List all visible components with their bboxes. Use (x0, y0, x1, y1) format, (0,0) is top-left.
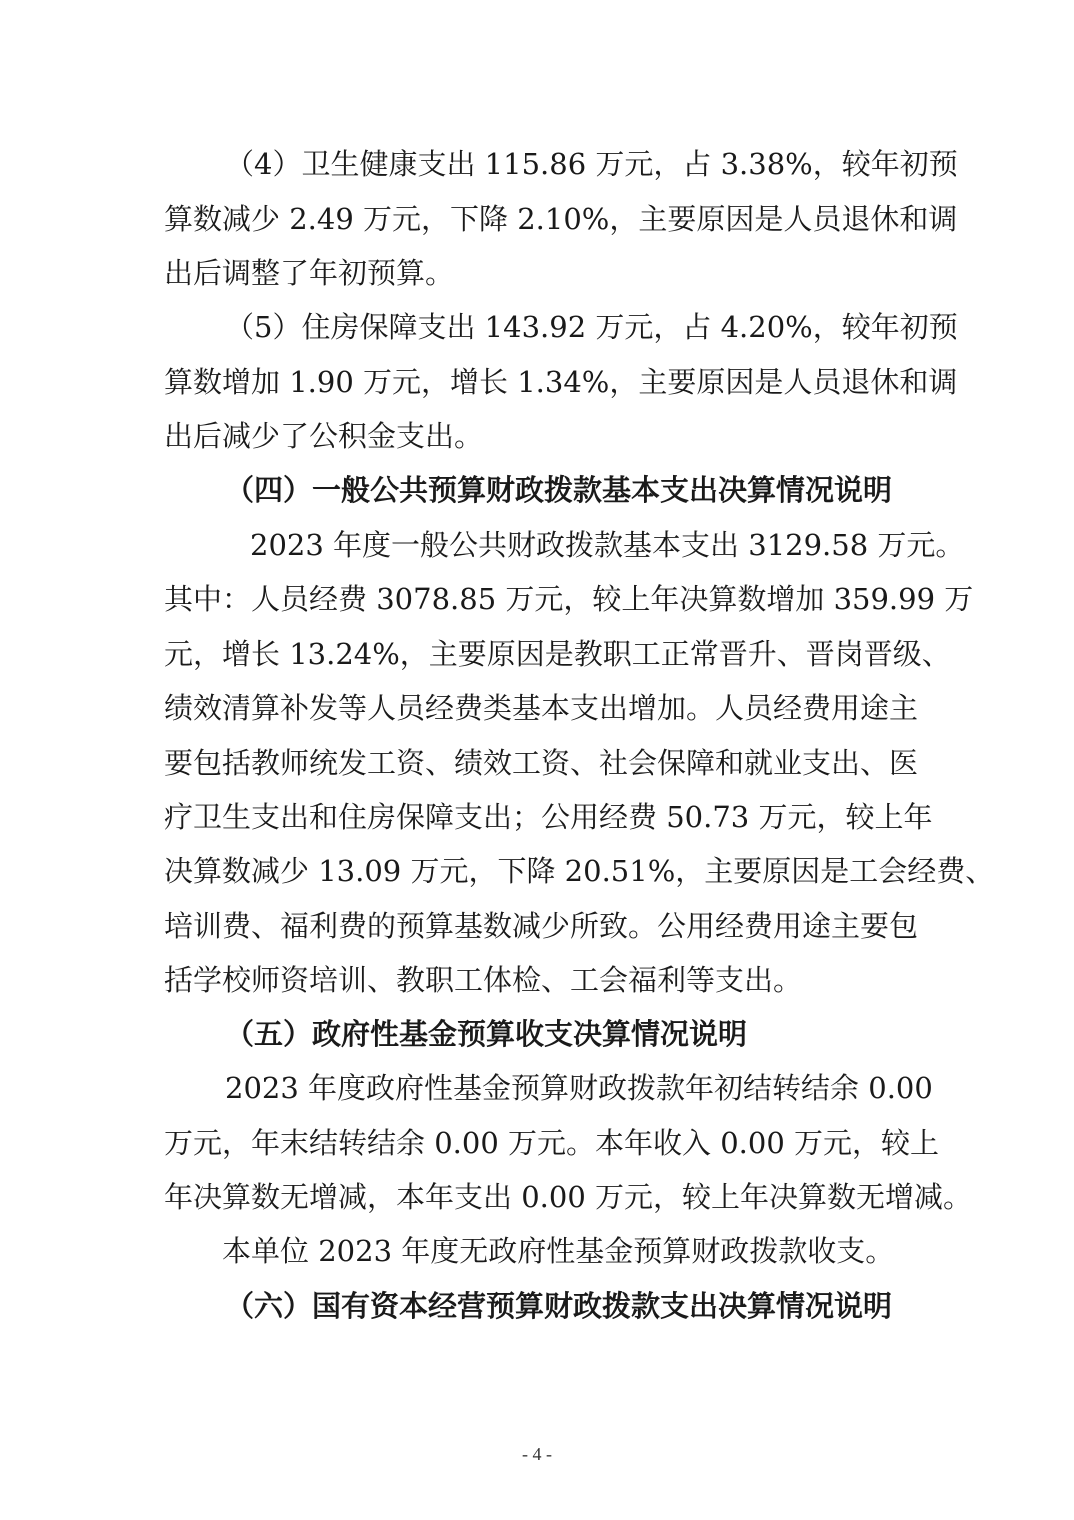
para-basic-line-7: 决算数减少 13.09 万元，下降 20.51%，主要原因是工会经费、 (164, 854, 995, 888)
para-basic-line-3: 元，增长 13.24%，主要原因是教职工正常晋升、晋岗晋级、 (164, 637, 951, 671)
para-fund-line-4: 本单位 2023 年度无政府性基金预算财政拨款收支。 (222, 1234, 895, 1268)
para-basic-line-5: 要包括教师统发工资、绩效工资、社会保障和就业支出、医 (164, 746, 919, 780)
section-heading-5: （五）政府性基金预算收支决算情况说明 (225, 1017, 748, 1051)
para-housing-line-3: 出后减少了公积金支出。 (164, 419, 484, 453)
para-housing-line-1: （5）住房保障支出 143.92 万元，占 4.20%，较年初预 (225, 310, 958, 344)
para-fund-line-2: 万元，年末结转结余 0.00 万元。本年收入 0.00 万元，较上 (164, 1126, 940, 1160)
para-basic-line-1: 2023 年度一般公共财政拨款基本支出 3129.58 万元。 (250, 528, 965, 562)
para-basic-line-6: 疗卫生支出和住房保障支出；公用经费 50.73 万元，较上年 (164, 800, 933, 834)
para-basic-line-2: 其中：人员经费 3078.85 万元，较上年决算数增加 359.99 万 (164, 582, 974, 616)
page-number: - 4 - (522, 1444, 552, 1464)
para-basic-line-8: 培训费、福利费的预算基数减少所致。公用经费用途主要包 (164, 909, 919, 943)
para-basic-line-4: 绩效清算补发等人员经费类基本支出增加。人员经费用途主 (164, 691, 919, 725)
para-health-line-2: 算数减少 2.49 万元，下降 2.10%，主要原因是人员退休和调 (164, 202, 958, 236)
para-health-line-3: 出后调整了年初预算。 (164, 256, 455, 290)
section-heading-4: （四）一般公共预算财政拨款基本支出决算情况说明 (225, 473, 893, 507)
para-basic-line-9: 括学校师资培训、教职工体检、工会福利等支出。 (164, 963, 803, 997)
para-fund-line-3: 年决算数无增减，本年支出 0.00 万元，较上年决算数无增减。 (164, 1180, 973, 1214)
section-heading-6: （六）国有资本经营预算财政拨款支出决算情况说明 (225, 1289, 893, 1323)
para-fund-line-1: 2023 年度政府性基金预算财政拨款年初结转结余 0.00 (225, 1071, 933, 1105)
para-health-line-1: （4）卫生健康支出 115.86 万元，占 3.38%，较年初预 (225, 147, 958, 181)
para-housing-line-2: 算数增加 1.90 万元，增长 1.34%，主要原因是人员退休和调 (164, 365, 958, 399)
